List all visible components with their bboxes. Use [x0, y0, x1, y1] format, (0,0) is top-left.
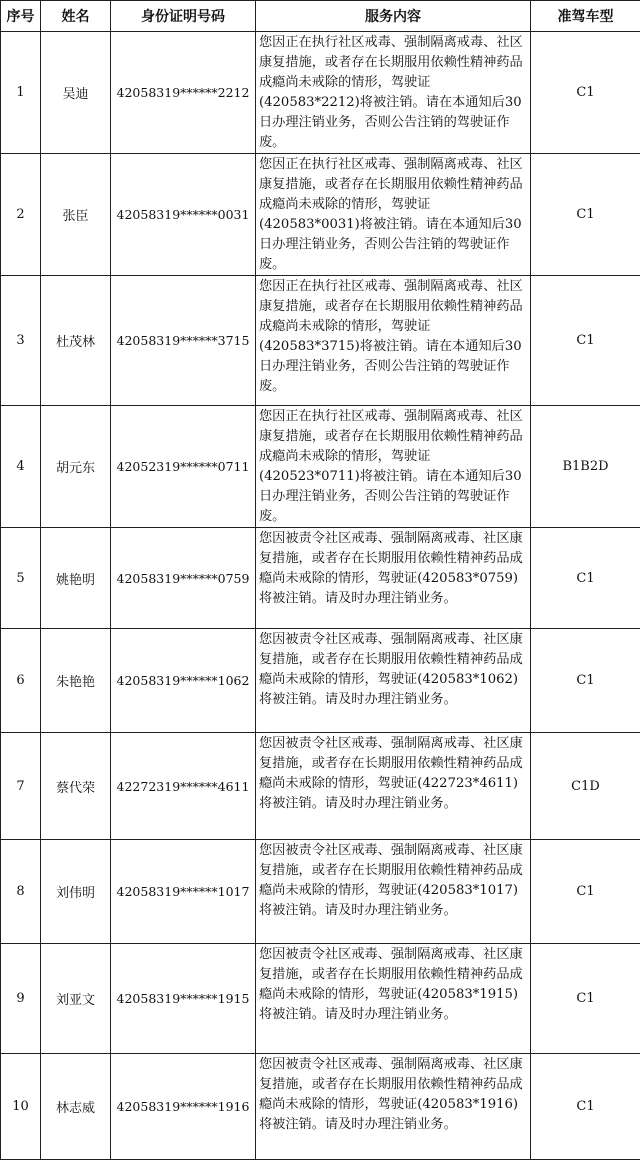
row-id-number: 42058319******3715: [111, 276, 256, 406]
table-row: [1, 629, 640, 733]
row-index: 6: [1, 629, 41, 733]
row-vehicle-class: C1: [531, 629, 640, 733]
table-row: [1, 32, 640, 154]
row-index: 1: [1, 32, 41, 154]
row-index: 3: [1, 276, 41, 406]
row-service: 您因正在执行社区戒毒、强制隔离戒毒、社区康复措施，或者存在长期服用依赖性精神药品成瘾尚未戒除的情形，驾驶证(420583*0031)将被注销。请在本通知后30日办理注销业务，否则公告注销的驾驶证作废。: [256, 154, 531, 276]
row-id-number: 42058319******1915: [111, 944, 256, 1054]
row-index: 8: [1, 840, 41, 944]
row-vehicle-class: C1: [531, 154, 640, 276]
row-index: 7: [1, 733, 41, 840]
row-index: 4: [1, 406, 41, 528]
row-vehicle-class: C1D: [531, 733, 640, 840]
table-row: [1, 733, 640, 840]
row-index: 2: [1, 154, 41, 276]
row-service: 您因被责令社区戒毒、强制隔离戒毒、社区康复措施，或者存在长期服用依赖性精神药品成瘾尚未戒除的情形，驾驶证(420583*0759)将被注销。请及时办理注销业务。: [256, 528, 531, 629]
table-row: [1, 276, 640, 406]
row-vehicle-class: C1: [531, 840, 640, 944]
row-service: 您因正在执行社区戒毒、强制隔离戒毒、社区康复措施，或者存在长期服用依赖性精神药品成瘾尚未戒除的情形，驾驶证(420523*0711)将被注销。请在本通知后30日办理注销业务，否则公告注销的驾驶证作废。: [256, 406, 531, 528]
row-name: 胡元东: [41, 406, 111, 528]
table-row: [1, 154, 640, 276]
header-id-number: 身份证明号码: [111, 1, 256, 32]
row-id-number: 42058319******1062: [111, 629, 256, 733]
row-vehicle-class: C1: [531, 276, 640, 406]
row-service: 您因被责令社区戒毒、强制隔离戒毒、社区康复措施，或者存在长期服用依赖性精神药品成瘾尚未戒除的情形，驾驶证(420583*1916)将被注销。请及时办理注销业务。: [256, 1054, 531, 1160]
header-name: 姓名: [41, 1, 111, 32]
row-id-number: 42058319******0759: [111, 528, 256, 629]
row-index: 10: [1, 1054, 41, 1160]
row-vehicle-class: C1: [531, 528, 640, 629]
header-index: 序号: [1, 1, 41, 32]
row-service: 您因正在执行社区戒毒、强制隔离戒毒、社区康复措施，或者存在长期服用依赖性精神药品成瘾尚未戒除的情形，驾驶证(420583*3715)将被注销。请在本通知后30日办理注销业务，否则公告注销的驾驶证作废。: [256, 276, 531, 406]
row-id-number: 42058319******0031: [111, 154, 256, 276]
row-name: 蔡代荣: [41, 733, 111, 840]
row-id-number: 42058319******1916: [111, 1054, 256, 1160]
row-vehicle-class: C1: [531, 32, 640, 154]
row-service: 您因被责令社区戒毒、强制隔离戒毒、社区康复措施，或者存在长期服用依赖性精神药品成瘾尚未戒除的情形，驾驶证(420583*1017)将被注销。请及时办理注销业务。: [256, 840, 531, 944]
row-index: 5: [1, 528, 41, 629]
table-row: [1, 840, 640, 944]
row-service: 您因正在执行社区戒毒、强制隔离戒毒、社区康复措施，或者存在长期服用依赖性精神药品成瘾尚未戒除的情形，驾驶证(420583*2212)将被注销。请在本通知后30日办理注销业务，否则公告注销的驾驶证作废。: [256, 32, 531, 154]
row-name: 朱艳艳: [41, 629, 111, 733]
row-service: 您因被责令社区戒毒、强制隔离戒毒、社区康复措施，或者存在长期服用依赖性精神药品成瘾尚未戒除的情形，驾驶证(420583*1915)将被注销。请及时办理注销业务。: [256, 944, 531, 1054]
row-id-number: 42272319******4611: [111, 733, 256, 840]
row-name: 吴迪: [41, 32, 111, 154]
row-id-number: 42052319******0711: [111, 406, 256, 528]
row-service: 您因被责令社区戒毒、强制隔离戒毒、社区康复措施，或者存在长期服用依赖性精神药品成瘾尚未戒除的情形，驾驶证(420583*1062)将被注销。请及时办理注销业务。: [256, 629, 531, 733]
row-name: 林志威: [41, 1054, 111, 1160]
table-row: [1, 1054, 640, 1160]
table-row: [1, 944, 640, 1054]
row-name: 刘亚文: [41, 944, 111, 1054]
row-vehicle-class: C1: [531, 1054, 640, 1160]
row-name: 刘伟明: [41, 840, 111, 944]
row-id-number: 42058319******1017: [111, 840, 256, 944]
header-vehicle-class: 准驾车型: [531, 1, 640, 32]
header-row: [1, 1, 640, 32]
row-id-number: 42058319******2212: [111, 32, 256, 154]
row-name: 张臣: [41, 154, 111, 276]
row-vehicle-class: B1B2D: [531, 406, 640, 528]
table-row: [1, 406, 640, 528]
row-name: 杜茂林: [41, 276, 111, 406]
row-name: 姚艳明: [41, 528, 111, 629]
row-service: 您因被责令社区戒毒、强制隔离戒毒、社区康复措施，或者存在长期服用依赖性精神药品成瘾尚未戒除的情形，驾驶证(422723*4611)将被注销。请及时办理注销业务。: [256, 733, 531, 840]
row-vehicle-class: C1: [531, 944, 640, 1054]
row-index: 9: [1, 944, 41, 1054]
table-row: [1, 528, 640, 629]
header-service: 服务内容: [256, 1, 531, 32]
